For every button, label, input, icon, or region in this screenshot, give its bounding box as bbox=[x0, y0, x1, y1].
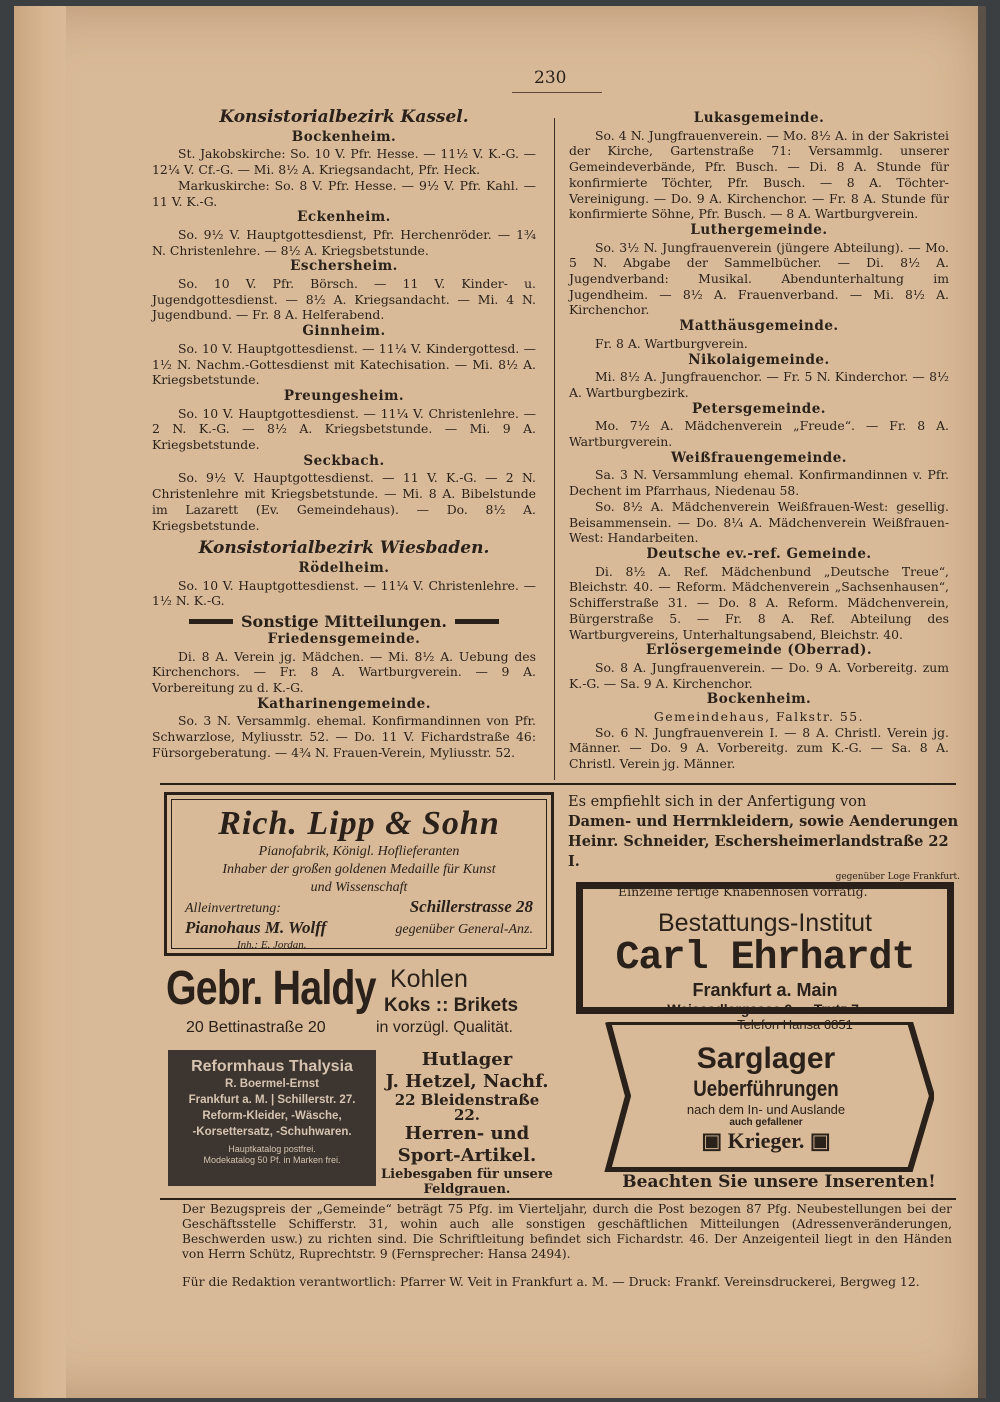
text-katharinengemeinde: So. 3 N. Versammlg. ehemal. Konfirmandinnen von Pfr. Schwarzlose, Myliusstr. 52. — Do. 11 V. Fichardstraße 46: Fürsorgeberatung. — 4¾ N. Frauen-Verein, Myliusstr. 52. bbox=[152, 713, 536, 760]
heading-lukas: Lukasgemeinde. bbox=[693, 110, 825, 126]
heading-eschersheim: Eschersheim. bbox=[290, 258, 398, 275]
ad-hut-addr: 22 Bleidenstraße 22. bbox=[394, 1091, 540, 1124]
ad-hut-herren: Herren- und bbox=[404, 1123, 530, 1144]
heading-peters: Petersgemeinde. bbox=[692, 400, 826, 417]
heading-ginnheim: Ginnheim. bbox=[302, 323, 386, 340]
text-ginnheim: So. 10 V. Hauptgottesdienst. — 11¼ V. Kindergottesd. — 1½ N. Nachm.-Gottesdienst mit Katechisation. — Mi. 8½ A. Kriegsbetstunde. bbox=[152, 340, 536, 388]
ad-lipp-pianohaus: Pianohaus M. Wolff bbox=[185, 918, 327, 937]
page-number-rule bbox=[512, 92, 602, 93]
ad-lipp-street: Schillerstrasse 28 bbox=[409, 897, 533, 916]
text-lukas: So. 4 N. Jungfrauenverein. — Mo. 8½ A. in der Sakristei der Kirche, Gartenstraße 71: Versammlg. unserer Gemeindeverbände, Pfr. Busch. — Di. 8 A. Stunde für konfirmierte Töchter, Pfr. Busch. — 8 A. Töchter-Vereinigung. — Do. 9 A. Kirchenchor. — Fr. 8 A. Stunde für konfirmierte Söhne, Pfr. Busch. — 8 A. Wartburgverein. bbox=[569, 127, 949, 222]
ad-lipp-sohn bbox=[164, 792, 554, 956]
rule-right bbox=[455, 619, 499, 624]
heading-luther: Luthergemeinde. bbox=[690, 221, 828, 238]
book-spine bbox=[14, 6, 66, 1398]
section-title-sonstige: Sonstige Mitteilungen. bbox=[240, 612, 447, 632]
text-bockenheim-1: St. Jakobskirche: So. 10 V. Pfr. Hesse. — 11½ V. K.-G. — 12¼ V. Cf.-G. — Mi. 8½ A. Kriegsandacht, Pfr. Heck. bbox=[152, 146, 536, 178]
ad-sarg-title: Sarglager bbox=[696, 1042, 836, 1075]
ad-schneider-l2: Damen- und Herrnkleidern, sowie Aenderungen bbox=[568, 813, 959, 830]
ad-sarg-gefallener: auch gefallener bbox=[729, 1117, 803, 1128]
heading-bockenheim: Bockenheim. bbox=[291, 128, 397, 145]
ad-thalysia-l1: Reform-Kleider, -Wäsche, bbox=[202, 1110, 342, 1122]
text-eschersheim: So. 10 V. Pfr. Börsch. — 11 V. Kinder- u. Jugendgottesdienst. — 8½ A. Kriegsandacht. — Mi. 4 N. Jugendbund. — Fr. 8 A. Helferabend. bbox=[152, 276, 536, 323]
ad-sarg-tel: Telefon Hansa 6851 bbox=[734, 1017, 856, 1032]
section-title-kassel: Konsistorialbezirk Kassel. bbox=[219, 107, 469, 127]
heading-deutsche-ref: Deutsche ev.-ref. Gemeinde. bbox=[646, 545, 872, 562]
ad-bestattung bbox=[576, 882, 954, 1017]
ad-thalysia-l4: Modekatalog 50 Pf. in Marken frei. bbox=[203, 1155, 341, 1165]
text-weissfrauen-1: Sa. 3 N. Versammlung ehemal. Konfirmandinnen v. Pfr. Dechent im Pfarrhaus, Niedenau 58. bbox=[569, 467, 949, 499]
sonstige-header bbox=[152, 614, 536, 630]
section-title-wiesbaden: Konsistorialbezirk Wiesbaden. bbox=[198, 538, 490, 559]
heading-preungesheim: Preungesheim. bbox=[283, 387, 405, 404]
text-bockenheim-3: So. 6 N. Jungfrauenverein I. — 8 A. Christl. Verein jg. Männer. — Do. 9 A. Vorbereitg. zum K.-G. — Sa. 8 A. Christl. Verein jg. Männer. bbox=[569, 724, 949, 772]
ad-haldy-addr: 20 Bettinastraße 20 bbox=[186, 1019, 326, 1036]
heading-weissfrauen: Weißfrauengemeinde. bbox=[671, 449, 847, 466]
ad-hut-name: J. Hetzel, Nachf. bbox=[385, 1071, 549, 1092]
ad-beachten: Beachten Sie unsere Inserenten! bbox=[622, 1172, 936, 1192]
ad-schneider-l4: gegenüber Loge Frankfurt. bbox=[835, 872, 960, 882]
ad-hut-title: Hutlager bbox=[421, 1049, 513, 1070]
text-matthaeus: Fr. 8 A. Wartburgverein. bbox=[595, 335, 748, 351]
heading-eckenheim: Eckenheim. bbox=[297, 209, 391, 226]
ad-sarg-ueberfuehrungen: Ueberführungen bbox=[693, 1076, 839, 1101]
ad-gebr-haldy bbox=[164, 961, 554, 1043]
right-column bbox=[569, 110, 949, 772]
ad-haldy-kohlen: Kohlen bbox=[390, 965, 468, 993]
ad-bestattung-addr: Weissadlergasse 9. •• Trutz 7. bbox=[667, 1001, 863, 1017]
ad-thalysia-title: Reformhaus Thalysia bbox=[191, 1058, 353, 1075]
ad-lipp-inh: Inh.: E. Jordan. bbox=[237, 939, 307, 951]
text-luther: So. 3½ N. Jungfrauenverein (jüngere Abteilung). — Mo. 5 N. Abgabe der Sammelbücher. — Di. 8½ A. Jugendverband: Musikal. Abendunterhaltung im Jugendheim. — 8½ A. Frauenverband. — Mi. 8½ A. Kirchenchor. bbox=[569, 239, 949, 318]
text-peters: Mo. 7½ A. Mädchenverein „Freude“. — Fr. 8 A. Wartburgverein. bbox=[569, 418, 949, 450]
ad-schneider bbox=[568, 792, 960, 899]
text-seckbach: So. 9½ V. Hauptgottesdienst. — 11 V. K.-G. — 2 N. Christenlehre mit Kriegsbetstunde. — Mi. 8 A. Bibelstunde im Lazarett (Ev. Gemeindehaus). — Do. 8½ A. Kriegsbetstunde. bbox=[152, 470, 536, 533]
text-roedelheim: So. 10 V. Hauptgottesdienst. — 11¼ V. Christenlehre. — 1½ N. K.-G. bbox=[152, 577, 536, 609]
footer-text: Der Bezugspreis der „Gemeinde“ beträgt 75 Pfg. im Vierteljahr, durch die Post bezogen 87 Pfg. Neubestellungen bei der Geschäftsstelle Schifferstr. 31, wohin auch alle sonstigen geschäftlichen Mitteilungen (Adressenveränderungen, Beschwerden usw.) zu richten sind. Die Schriftleitung befindet sich Fichardstr. 46. Der Anzeigenteil liegt in den Händen von Herrn Schütz, Ruprechtstr. 9 (Fernsprecher: Hansa 2494). bbox=[182, 1202, 952, 1261]
heading-nikolai: Nikolaigemeinde. bbox=[688, 351, 830, 368]
rule-left bbox=[189, 619, 233, 624]
ad-thalysia bbox=[168, 1050, 376, 1186]
footer-redaktion: Für die Redaktion verantwortlich: Pfarrer W. Veit in Frankfurt a. M. — Druck: Frankf. Vereinsdruckerei, Bergweg 12. bbox=[182, 1274, 920, 1289]
ad-schneider-l3: Heinr. Schneider, Eschersheimerlandstraße 22 I. bbox=[568, 833, 949, 870]
ad-lipp-vertrieb: Alleinvertretung: bbox=[185, 901, 281, 916]
column-divider bbox=[554, 118, 555, 780]
heading-bockenheim-2: Bockenheim. bbox=[706, 691, 812, 708]
ad-inner-frame bbox=[171, 799, 547, 949]
ad-sarg-krieger-label: Krieger. bbox=[727, 1128, 805, 1153]
ad-thalysia-l2: -Korsettersatz, -Schuhwaren. bbox=[192, 1126, 352, 1138]
ad-schneider-l1: Es empfiehlt sich in der Anfertigung von bbox=[568, 794, 867, 810]
heading-roedelheim: Rödelheim. bbox=[298, 559, 390, 576]
ad-haldy-koks: Koks :: Brikets bbox=[384, 995, 519, 1016]
ad-lipp-name: Rich. Lipp & Sohn bbox=[218, 805, 500, 842]
text-eckenheim: So. 9½ V. Hauptgottesdienst, Pfr. Herchenröder. — 1¾ N. Christenlehre. — 8½ A. Kriegsbetstunde. bbox=[152, 226, 536, 258]
ad-haldy-qual: in vorzügl. Qualität. bbox=[376, 1019, 513, 1036]
heading-seckbach: Seckbach. bbox=[303, 452, 385, 469]
page-edge bbox=[978, 6, 986, 1398]
footer-rule bbox=[160, 1198, 956, 1200]
ad-lipp-line3: und Wissenschaft bbox=[310, 880, 408, 895]
ad-bestattung-city: Frankfurt a. Main bbox=[692, 980, 838, 1000]
ad-bestattung-name: Carl Ehrhardt bbox=[615, 936, 915, 981]
ad-lipp-line2: Inhaber der großen goldenen Medaille für Kunst bbox=[222, 862, 496, 877]
text-bockenheim-2: Markuskirche: So. 8 V. Pfr. Hesse. — 9½ V. Pfr. Kahl. — 11 V. K.-G. bbox=[152, 177, 536, 209]
text-preungesheim: So. 10 V. Hauptgottesdienst. — 11¼ V. Christenlehre. — 2 N. K.-G. — 8½ A. Kriegsbetstunde. — Mi. 9 A. Kriegsbetstunde. bbox=[152, 405, 536, 453]
ad-sarglager bbox=[598, 1016, 934, 1170]
subheading-gemeindehaus: Gemeindehaus, Falkstr. 55. bbox=[653, 709, 865, 725]
ad-hut-sport: Sport-Artikel. bbox=[397, 1145, 537, 1166]
newspaper-page bbox=[14, 6, 986, 1398]
text-deutsche-ref: Di. 8½ A. Ref. Mädchenbund „Deutsche Treue“, Bleichstr. 40. — Reform. Mädchenverein „Sachsenhausen“, Schifferstraße 31. — Do. 8 A. Reform. Mädchenverein, Bürgerstraße 5. — Fr. 8 A. Ref. Abteilung des Wartburgvereins, Unterhaltungsabend, Bleichstr. 40. bbox=[569, 563, 949, 642]
ads-top-rule bbox=[160, 783, 956, 785]
ad-thalysia-l3: Hauptkatalog postfrei. bbox=[228, 1144, 316, 1154]
ad-lipp-line1: Pianofabrik, Königl. Hoflieferanten bbox=[258, 844, 460, 859]
heading-erloeser: Erlösergemeinde (Oberrad). bbox=[645, 642, 873, 659]
text-friedensgemeinde: Di. 8 A. Verein jg. Mädchen. — Mi. 8½ A. Uebung des Kirchenchors. — Fr. 8 A. Wartburgverein. — 9 A. Vorbereitung zu d. K.-G. bbox=[152, 648, 536, 695]
ad-hut-liebesgaben: Liebesgaben für unsere Feldgrauen. bbox=[381, 1167, 553, 1197]
heading-matthaeus: Matthäusgemeinde. bbox=[679, 318, 839, 335]
ad-lipp-gegen: gegenüber General-Anz. bbox=[395, 922, 533, 937]
heading-katharinengemeinde: Katharinengemeinde. bbox=[257, 695, 431, 712]
square-icon: ▣ bbox=[804, 1128, 831, 1153]
ad-bestattung-title: Bestattungs-Institut bbox=[657, 909, 872, 937]
square-icon: ▣ bbox=[701, 1128, 728, 1153]
ad-haldy-name: Gebr. Haldy bbox=[166, 962, 376, 1015]
ad-schneider-l5: Einzelne fertige Knabenhosen vorrätig. bbox=[618, 884, 868, 899]
text-nikolai: Mi. 8½ A. Jungfrauenchor. — Fr. 5 N. Kinderchor. — 8½ A. Wartburgbezirk. bbox=[569, 369, 949, 400]
text-weissfrauen-2: So. 8½ A. Mädchenverein Weißfrauen-West: gesellig. Beisammensein. — Do. 8¼ A. Mädchenverein Weißfrauen-West: Handarbeiten. bbox=[569, 498, 949, 546]
ad-thalysia-addr: Frankfurt a. M. | Schillerstr. 27. bbox=[188, 1094, 356, 1106]
ad-sarg-inland: nach dem In- und Auslande bbox=[686, 1102, 846, 1117]
ad-thalysia-owner: R. Boermel-Ernst bbox=[225, 1078, 319, 1090]
ad-hutlager bbox=[380, 1049, 554, 1197]
text-erloeser: So. 8 A. Jungfrauenverein. — Do. 9 A. Vorbereitg. zum K.-G. — Sa. 9 A. Kirchenchor. bbox=[569, 659, 949, 691]
page-number: 230 bbox=[534, 68, 567, 88]
heading-friedensgemeinde: Friedensgemeinde. bbox=[267, 630, 421, 647]
left-column bbox=[152, 107, 536, 760]
